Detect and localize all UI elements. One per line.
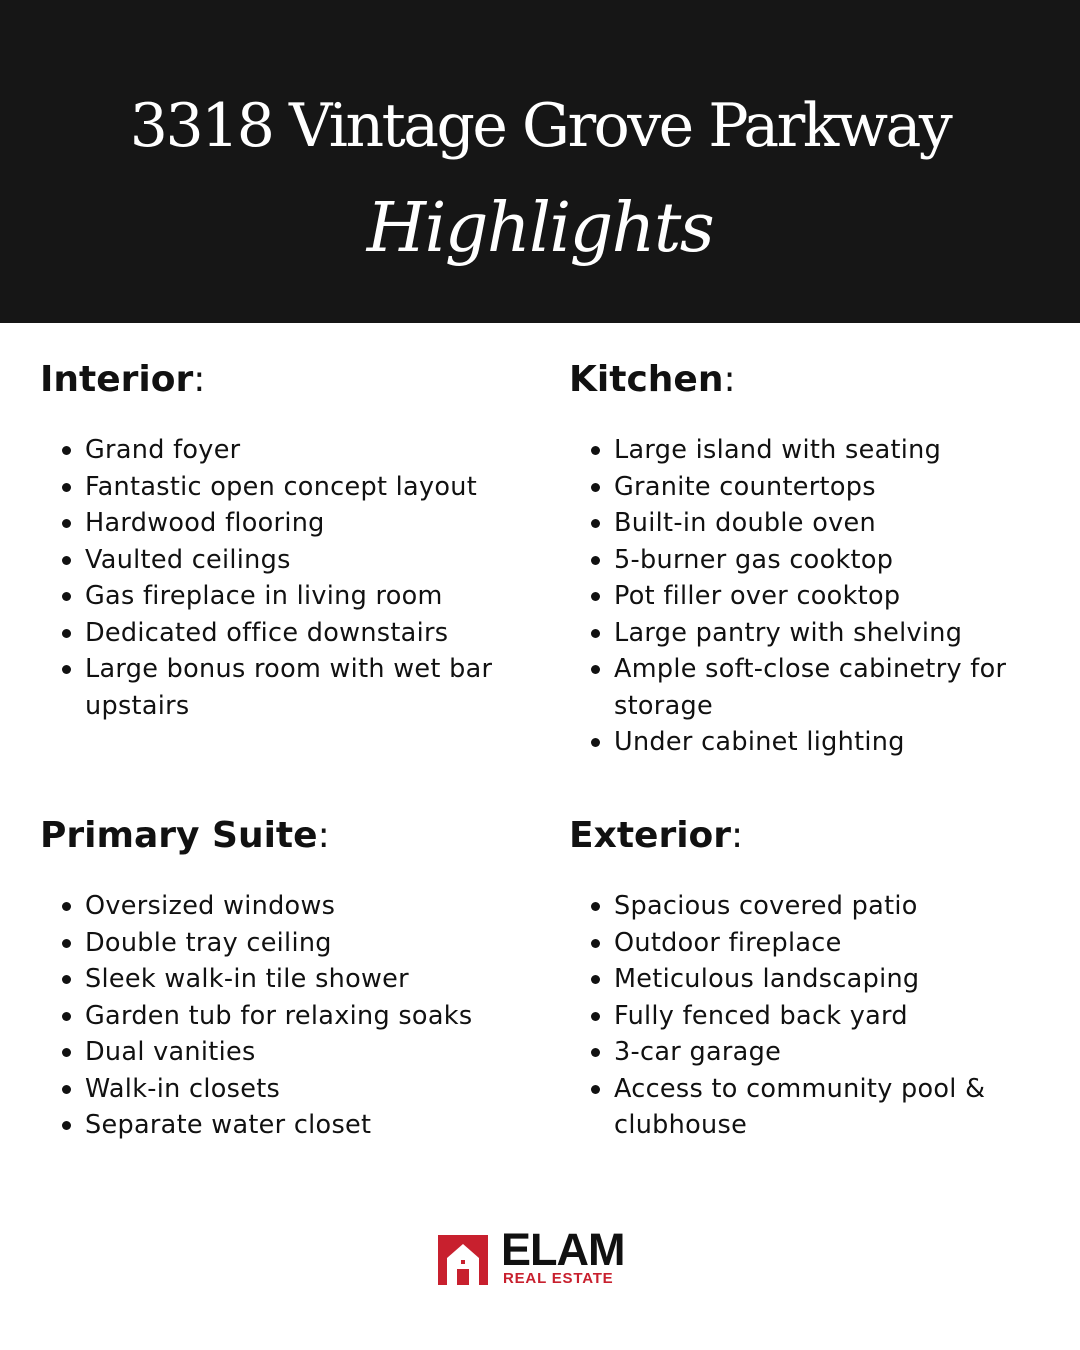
bullet-icon	[591, 556, 600, 565]
section-heading: Primary Suite:	[40, 815, 330, 856]
section-heading: Interior:	[40, 359, 206, 400]
bullet-icon	[62, 483, 71, 492]
bullet-icon	[591, 665, 600, 674]
bullet-icon	[62, 629, 71, 638]
list-item-text: Ample soft-close cabinetry for storage	[614, 654, 1007, 721]
bullet-icon	[62, 446, 71, 455]
bullet-icon	[62, 1121, 71, 1130]
page-subtitle: Highlights	[366, 189, 714, 268]
list-item	[569, 432, 1059, 469]
list-item-text: Fully fenced back yard	[614, 1000, 908, 1031]
section-exterior	[569, 814, 1059, 1144]
bullet-icon	[62, 975, 71, 984]
list-item-text: Spacious covered patio	[614, 891, 918, 921]
list-item	[569, 505, 1059, 542]
section-kitchen	[569, 358, 1059, 761]
list-item	[40, 651, 530, 724]
feature-list	[569, 432, 1059, 761]
bullet-icon	[591, 592, 600, 601]
page-title: 3318 Vintage Grove Parkway	[129, 91, 951, 161]
bullet-icon	[591, 939, 600, 948]
feature-list	[40, 432, 530, 724]
list-item	[40, 615, 530, 652]
bullet-icon	[591, 1048, 600, 1057]
brand-logo	[438, 1224, 648, 1290]
bullet-icon	[62, 939, 71, 948]
bullet-icon	[62, 519, 71, 528]
bullet-icon	[591, 738, 600, 747]
list-item	[569, 578, 1059, 615]
section-heading: Kitchen:	[569, 359, 736, 400]
bullet-icon	[591, 629, 600, 638]
logo-tagline: REAL ESTATE	[503, 1270, 614, 1287]
bullet-icon	[591, 902, 600, 911]
list-item	[40, 925, 530, 962]
list-item	[40, 1034, 530, 1071]
list-item-text: Large island with seating	[614, 435, 942, 465]
list-item-text: Garden tub for relaxing soaks	[85, 1000, 473, 1031]
list-item-text: Meticulous landscaping	[614, 964, 920, 994]
bullet-icon	[591, 483, 600, 492]
bullet-icon	[591, 1085, 600, 1094]
list-item	[40, 888, 530, 925]
bullet-icon	[62, 1048, 71, 1057]
list-item	[569, 961, 1059, 998]
list-item	[569, 888, 1059, 925]
list-item-text: Outdoor fireplace	[614, 927, 842, 958]
list-item	[569, 542, 1059, 579]
header-banner	[0, 0, 1080, 323]
list-item	[569, 1034, 1059, 1071]
list-item-text: Large pantry with shelving	[614, 617, 963, 648]
list-item-text: Pot filler over cooktop	[614, 581, 901, 611]
bullet-icon	[591, 975, 600, 984]
section-heading-text: Kitchen	[569, 359, 724, 400]
list-item	[569, 651, 1059, 724]
bullet-icon	[591, 519, 600, 528]
list-item-text: Grand foyer	[85, 435, 241, 465]
list-item-text: Built-in double oven	[614, 508, 876, 538]
list-item	[569, 469, 1059, 506]
feature-list	[40, 888, 530, 1144]
list-item-text: Sleek walk-in tile shower	[85, 964, 409, 994]
list-item-text: Double tray ceiling	[85, 927, 332, 958]
bullet-icon	[591, 446, 600, 455]
list-item	[40, 578, 530, 615]
list-item	[40, 1107, 530, 1144]
list-item	[569, 615, 1059, 652]
section-heading-text: Primary Suite	[40, 815, 318, 856]
section-heading-text: Interior	[40, 359, 194, 400]
list-item	[40, 432, 530, 469]
bullet-icon	[591, 1012, 600, 1021]
list-item-text: Gas fireplace in living room	[85, 581, 443, 611]
list-item-text: Vaulted ceilings	[85, 544, 291, 575]
list-item	[569, 925, 1059, 962]
list-item-text: 5-burner gas cooktop	[614, 544, 894, 575]
bullet-icon	[62, 556, 71, 565]
list-item-text: Under cabinet lighting	[614, 727, 905, 757]
list-item	[40, 961, 530, 998]
list-item-text: Dedicated office downstairs	[85, 617, 449, 648]
list-item-text: Walk-in closets	[85, 1073, 281, 1104]
list-item	[569, 1071, 1059, 1144]
section-primary-suite	[40, 814, 530, 1144]
list-item-text: Dual vanities	[85, 1037, 256, 1067]
section-heading: Exterior:	[569, 815, 744, 856]
bullet-icon	[62, 1085, 71, 1094]
bullet-icon	[62, 665, 71, 674]
list-item-text: Access to community pool & clubhouse	[614, 1073, 986, 1140]
list-item-text: Granite countertops	[614, 471, 876, 502]
list-item	[569, 998, 1059, 1035]
list-item-text: Separate water closet	[85, 1110, 372, 1140]
list-item-text: Fantastic open concept layout	[85, 471, 478, 502]
list-item	[40, 1071, 530, 1108]
section-heading-text: Exterior	[569, 815, 732, 856]
list-item	[40, 542, 530, 579]
bullet-icon	[62, 902, 71, 911]
list-item	[40, 505, 530, 542]
list-item-text: Oversized windows	[85, 891, 336, 921]
section-interior	[40, 358, 530, 724]
bullet-icon	[62, 592, 71, 601]
list-item-text: 3-car garage	[614, 1037, 782, 1067]
list-item-text: Hardwood flooring	[85, 508, 325, 538]
feature-list	[569, 888, 1059, 1144]
list-item-text: Large bonus room with wet bar upstairs	[85, 654, 493, 721]
logo-name: ELAM	[501, 1224, 625, 1275]
bullet-icon	[62, 1012, 71, 1021]
list-item	[40, 998, 530, 1035]
list-item	[40, 469, 530, 506]
house-icon	[438, 1235, 488, 1285]
list-item	[569, 724, 1059, 761]
